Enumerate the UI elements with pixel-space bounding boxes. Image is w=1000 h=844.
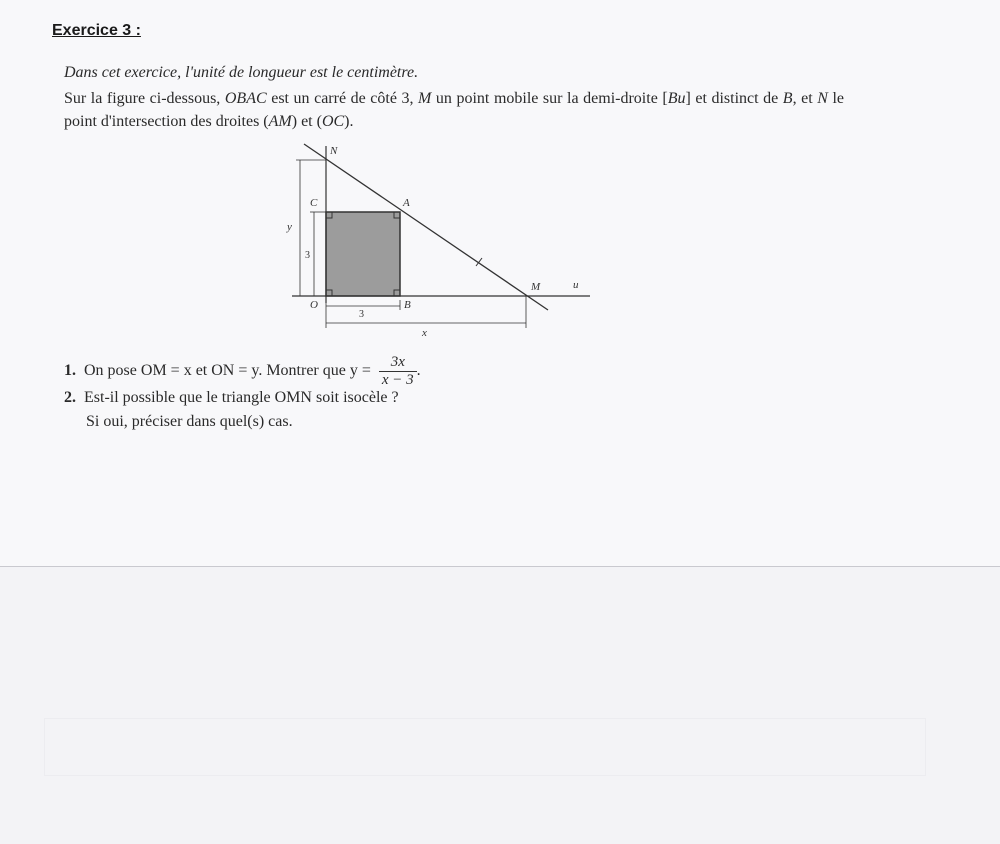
stmt-var-m: M — [418, 90, 432, 107]
question-1-number: 1. — [64, 362, 76, 380]
stmt-var-b: B — [782, 90, 793, 107]
stmt-part: un point mobile sur la demi-droite [ — [431, 90, 668, 107]
label-m: M — [531, 281, 541, 293]
stmt-var-am: AM — [268, 113, 292, 130]
intro-statement: Dans cet exercice, l'unité de longueur est le centimètre. — [64, 64, 419, 81]
label-y: y — [287, 221, 292, 233]
stmt-var-n: N — [817, 90, 828, 107]
stmt-var-obac: OBAC — [224, 90, 267, 107]
stmt-part: ). — [344, 113, 354, 130]
fraction-denominator: x − 3 — [381, 372, 414, 388]
stmt-var-bu: Bu — [667, 90, 686, 107]
square-obac — [326, 212, 400, 296]
question-2-followup: Si oui, préciser dans quel(s) cas. — [86, 413, 293, 430]
label-u: u — [573, 279, 579, 291]
paper-sheet-bottom — [0, 567, 1000, 844]
question-1-text: On pose OM = x et ON = y. Montrer que y = — [84, 362, 371, 380]
label-b: B — [404, 299, 411, 311]
stmt-part: , et — [792, 90, 818, 107]
fraction-numerator: 3x — [379, 354, 417, 372]
label-a: A — [403, 197, 410, 209]
question-2-text: Est-il possible que le triangle OMN soit isocèle ? — [84, 389, 399, 406]
bleed-through-table — [44, 718, 926, 776]
fraction — [379, 354, 417, 389]
stmt-part: ] et distinct de — [685, 90, 783, 107]
stmt-part: est un carré de côté 3, — [266, 90, 419, 107]
question-2 — [64, 389, 399, 407]
problem-statement — [64, 87, 844, 133]
label-c: C — [310, 197, 318, 209]
stmt-part: ) et ( — [291, 113, 322, 130]
label-side-h: 3 — [359, 309, 364, 320]
geometry-figure — [270, 138, 600, 348]
stmt-part: le point d'intersection des droites ( — [64, 90, 845, 130]
stmt-part: Sur la figure ci-dessous, — [64, 90, 225, 107]
exercise-title: Exercice 3 : — [52, 22, 141, 39]
question-1-end: . — [416, 362, 421, 380]
label-side-v: 3 — [305, 250, 310, 261]
label-n: N — [330, 145, 338, 157]
label-o: O — [310, 299, 318, 311]
question-1 — [64, 354, 421, 389]
label-x: x — [422, 327, 427, 339]
question-2-number: 2. — [64, 389, 76, 406]
stmt-var-oc: OC — [321, 113, 345, 130]
